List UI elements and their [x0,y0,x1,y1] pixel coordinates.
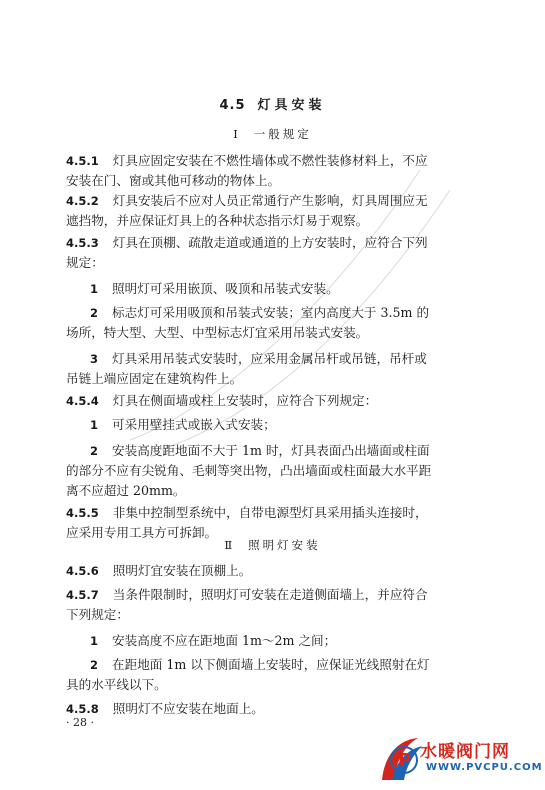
line-text: 规定： [66,255,104,270]
section-title [0,94,545,113]
line-text: 标志灯可采用吸顶和吊装式安装；室内高度大于 3.5m 的 [112,305,430,320]
list-item [90,441,502,461]
clause-number: 4.5.4 [66,394,99,408]
line-text: 吊链上端应固定在建筑构件上。 [66,371,243,386]
continuation-line [66,171,478,191]
section-number: 4.5 [219,98,246,113]
clause-number: 4.5.6 [66,564,99,578]
line-text: 照明灯不应安装在地面上。 [112,701,264,716]
line-text: 在距地面 1m 以下侧面墙上安装时，应保证光线照射在灯 [112,657,430,672]
continuation-line [66,323,478,343]
line-text: 照明灯可采用嵌顶、吸顶和吊装式安装。 [112,281,339,296]
line-text: 安装在门、窗或其他可移动的物体上。 [66,173,281,188]
line-text: 安装高度距地面不大于 1m 时，灯具表面凸出墙面或柱面 [112,443,430,458]
clause-number: 4.5.7 [66,588,99,602]
clause-number: 4.5.2 [66,194,99,208]
continuation-line [66,481,478,501]
item-number: 2 [90,658,99,672]
subsection-roman: Ⅰ [233,127,238,141]
continuation-line [66,211,478,231]
line-text: 具的水平线以下。 [66,677,167,692]
list-item [90,415,502,435]
line-text: 非集中控制型系统中，自带电源型灯具采用插头连接时， [112,505,428,520]
clause-number: 4.5.1 [66,154,99,168]
clause-line [66,503,478,523]
line-text: 当条件限制时，照明灯可安装在走道侧面墙上，并应符合 [112,587,428,602]
clause-number: 4.5.3 [66,236,99,250]
continuation-line [66,253,478,273]
line-text: 离不应超过 20mm。 [66,483,186,498]
line-text: 遮挡物，并应保证灯具上的各种状态指示灯易于观察。 [66,213,369,228]
line-text: 灯具在侧面墙或柱上安装时，应符合下列规定： [112,393,378,408]
line-text: 灯具在顶棚、疏散走道或通道的上方安装时，应符合下列 [112,235,428,250]
item-number: 1 [90,418,99,432]
clause-line [66,699,478,719]
subsection-title: 照明灯安装 [248,538,321,552]
page-number: · 28 · [66,716,94,729]
item-number: 3 [90,352,99,366]
clause-line [66,191,478,211]
continuation-line [66,461,478,481]
line-text: 应采用专用工具方可拆卸。 [66,525,218,540]
item-number: 1 [90,282,99,296]
section-title-text: 灯具安装 [257,98,326,113]
line-text: 灯具采用吊装式安装时，应采用金属吊杆或吊链，吊杆或 [112,351,427,366]
item-number: 1 [90,634,99,648]
logo-url: WWW.PVCPU.COM [426,762,543,773]
item-number: 2 [90,306,99,320]
clause-line [66,151,478,171]
list-item [90,655,502,675]
subsection-heading-1 [0,126,545,142]
list-item [90,631,502,651]
subsection-title: 一般规定 [253,127,312,141]
clause-line [66,233,478,253]
logo-name: 水暖阀门网 [420,742,510,762]
logo-letter: P [398,750,412,771]
continuation-line [66,675,478,695]
clause-line [66,391,478,411]
line-text: 场所，特大型、大型、中型标志灯宜采用吊装式安装。 [66,325,369,340]
clause-number: 4.5.5 [66,506,99,520]
continuation-line [66,369,478,389]
continuation-line [66,605,478,625]
line-text: 灯具应固定安装在不燃性墙体或不燃性装修材料上，不应 [112,153,428,168]
line-text: 可采用壁挂式或嵌入式安装； [112,417,276,432]
clause-number: 4.5.8 [66,702,99,716]
list-item [90,279,502,299]
list-item [90,303,502,323]
subsection-roman: Ⅱ [224,538,233,552]
list-item [90,349,502,369]
line-text: 灯具安装后不应对人员正常通行产生影响，灯具周围应无 [112,193,428,208]
line-text: 下列规定： [66,607,129,622]
line-text: 的部分不应有尖锐角、毛刺等突出物，凸出墙面或柱面最大水平距 [66,463,432,478]
item-number: 2 [90,444,99,458]
line-text: 安装高度不应在距地面 1m～2m 之间； [112,633,337,648]
clause-line [66,585,478,605]
clause-line [66,561,478,581]
line-text: 照明灯宜安装在顶棚上。 [112,563,252,578]
subsection-heading-2 [0,537,545,553]
